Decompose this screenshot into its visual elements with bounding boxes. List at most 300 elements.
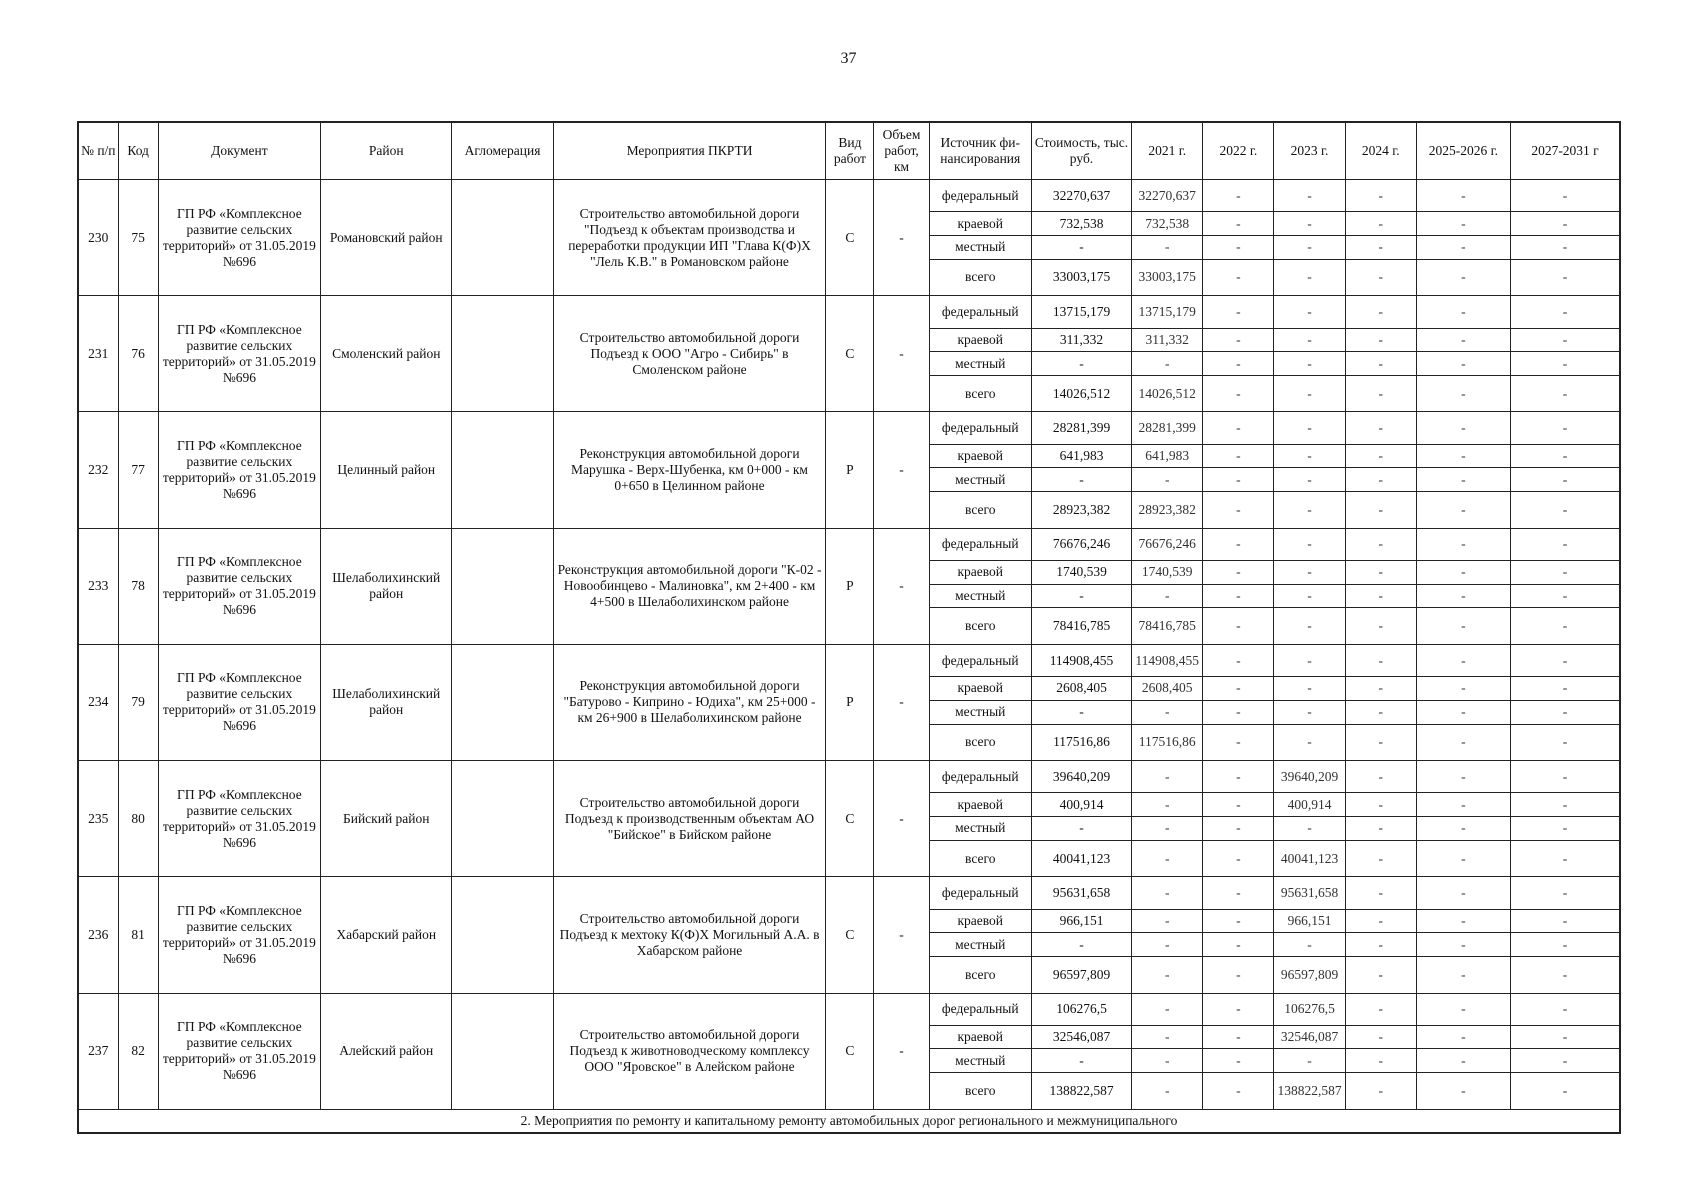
funding-2025-2026: - bbox=[1416, 724, 1510, 761]
funding-2023: - bbox=[1274, 235, 1345, 259]
funding-2023: - bbox=[1274, 817, 1345, 841]
funding-source: федеральный bbox=[929, 528, 1031, 560]
funding-2022: - bbox=[1203, 1073, 1274, 1110]
funding-2027-2031: - bbox=[1511, 817, 1620, 841]
funding-cost: 39640,209 bbox=[1031, 761, 1131, 793]
funding-2023: - bbox=[1274, 528, 1345, 560]
funding-source: федеральный bbox=[929, 993, 1031, 1025]
investment-table bbox=[77, 121, 1621, 1134]
funding-2024: - bbox=[1345, 492, 1416, 529]
funding-2021: 732,538 bbox=[1132, 212, 1203, 236]
col-header-funding-source: Источник фи-нансирования bbox=[929, 122, 1031, 180]
funding-2027-2031: - bbox=[1511, 761, 1620, 793]
funding-2023: - bbox=[1274, 700, 1345, 724]
funding-2022: - bbox=[1203, 412, 1274, 444]
funding-2027-2031: - bbox=[1511, 528, 1620, 560]
row-work-type: С bbox=[826, 296, 874, 412]
funding-2027-2031: - bbox=[1511, 235, 1620, 259]
funding-2025-2026: - bbox=[1416, 375, 1510, 412]
funding-2021: - bbox=[1132, 956, 1203, 993]
row-work-type: Р bbox=[826, 528, 874, 644]
table-row bbox=[78, 644, 1620, 676]
funding-2022: - bbox=[1203, 817, 1274, 841]
funding-2021: 28281,399 bbox=[1132, 412, 1203, 444]
funding-2024: - bbox=[1345, 793, 1416, 817]
funding-2023: 32546,087 bbox=[1274, 1025, 1345, 1049]
funding-2021: - bbox=[1132, 909, 1203, 933]
funding-2027-2031: - bbox=[1511, 909, 1620, 933]
funding-2023: - bbox=[1274, 212, 1345, 236]
funding-2023: 39640,209 bbox=[1274, 761, 1345, 793]
row-document: ГП РФ «Комплексное развитие сельских территорий» от 31.05.2019 №696 bbox=[158, 877, 320, 993]
funding-2025-2026: - bbox=[1416, 700, 1510, 724]
funding-2027-2031: - bbox=[1511, 793, 1620, 817]
funding-source: краевой bbox=[929, 909, 1031, 933]
funding-2023: - bbox=[1274, 412, 1345, 444]
col-header-2025-2026: 2025-2026 г. bbox=[1416, 122, 1510, 180]
row-document: ГП РФ «Комплексное развитие сельских территорий» от 31.05.2019 №696 bbox=[158, 412, 320, 528]
col-header-2021: 2021 г. bbox=[1132, 122, 1203, 180]
funding-2021: - bbox=[1132, 877, 1203, 909]
row-district: Целинный район bbox=[321, 412, 452, 528]
row-district: Алейский район bbox=[321, 993, 452, 1109]
row-work-type: С bbox=[826, 180, 874, 296]
funding-2025-2026: - bbox=[1416, 444, 1510, 468]
funding-2027-2031: - bbox=[1511, 444, 1620, 468]
funding-2024: - bbox=[1345, 1049, 1416, 1073]
funding-cost: 40041,123 bbox=[1031, 840, 1131, 877]
funding-2024: - bbox=[1345, 724, 1416, 761]
section-title: 2. Мероприятия по ремонту и капитальному ремонту автомобильных дорог регионального и межмуниципального bbox=[78, 1110, 1620, 1134]
funding-source: краевой bbox=[929, 328, 1031, 352]
funding-source: федеральный bbox=[929, 877, 1031, 909]
funding-2024: - bbox=[1345, 644, 1416, 676]
row-code: 78 bbox=[118, 528, 158, 644]
funding-source: всего bbox=[929, 259, 1031, 296]
funding-2027-2031: - bbox=[1511, 560, 1620, 584]
col-header-2023: 2023 г. bbox=[1274, 122, 1345, 180]
funding-2022: - bbox=[1203, 328, 1274, 352]
row-district: Шелаболихинский район bbox=[321, 644, 452, 760]
funding-2022: - bbox=[1203, 993, 1274, 1025]
funding-cost: 28923,382 bbox=[1031, 492, 1131, 529]
funding-2021: 28923,382 bbox=[1132, 492, 1203, 529]
funding-2022: - bbox=[1203, 840, 1274, 877]
funding-2025-2026: - bbox=[1416, 1025, 1510, 1049]
funding-2021: 76676,246 bbox=[1132, 528, 1203, 560]
funding-source: краевой bbox=[929, 560, 1031, 584]
row-work-type: Р bbox=[826, 644, 874, 760]
funding-2024: - bbox=[1345, 1025, 1416, 1049]
funding-2027-2031: - bbox=[1511, 677, 1620, 701]
funding-2021: 1740,539 bbox=[1132, 560, 1203, 584]
funding-2025-2026: - bbox=[1416, 352, 1510, 376]
col-header-2027-2031: 2027-2031 г bbox=[1511, 122, 1620, 180]
funding-2024: - bbox=[1345, 608, 1416, 645]
row-number: 236 bbox=[78, 877, 118, 993]
col-header-measure: Мероприятия ПКРТИ bbox=[553, 122, 826, 180]
row-number: 235 bbox=[78, 761, 118, 877]
funding-2024: - bbox=[1345, 909, 1416, 933]
row-volume: - bbox=[874, 877, 929, 993]
funding-source: местный bbox=[929, 235, 1031, 259]
funding-2023: - bbox=[1274, 375, 1345, 412]
funding-2027-2031: - bbox=[1511, 993, 1620, 1025]
funding-cost: 32546,087 bbox=[1031, 1025, 1131, 1049]
funding-cost: 106276,5 bbox=[1031, 993, 1131, 1025]
funding-cost: 114908,455 bbox=[1031, 644, 1131, 676]
funding-2021: - bbox=[1132, 1073, 1203, 1110]
funding-2021: 33003,175 bbox=[1132, 259, 1203, 296]
funding-2024: - bbox=[1345, 528, 1416, 560]
funding-2024: - bbox=[1345, 352, 1416, 376]
row-volume: - bbox=[874, 993, 929, 1109]
funding-source: краевой bbox=[929, 444, 1031, 468]
funding-2021: 13715,179 bbox=[1132, 296, 1203, 328]
row-code: 75 bbox=[118, 180, 158, 296]
row-measure: Строительство автомобильной дороги "Подъезд к объектам производства и переработки продукции ИП "Глава К(Ф)Х "Лель К.В." в Романовском районе bbox=[553, 180, 826, 296]
row-agglomeration bbox=[452, 528, 553, 644]
row-volume: - bbox=[874, 412, 929, 528]
funding-cost: 32270,637 bbox=[1031, 180, 1131, 212]
funding-2025-2026: - bbox=[1416, 608, 1510, 645]
funding-cost: 14026,512 bbox=[1031, 375, 1131, 412]
funding-cost: 76676,246 bbox=[1031, 528, 1131, 560]
table-body bbox=[78, 180, 1620, 1110]
funding-2024: - bbox=[1345, 412, 1416, 444]
funding-2025-2026: - bbox=[1416, 840, 1510, 877]
funding-2025-2026: - bbox=[1416, 817, 1510, 841]
funding-2023: 96597,809 bbox=[1274, 956, 1345, 993]
funding-source: федеральный bbox=[929, 761, 1031, 793]
funding-2023: 966,151 bbox=[1274, 909, 1345, 933]
funding-2025-2026: - bbox=[1416, 877, 1510, 909]
row-document: ГП РФ «Комплексное развитие сельских территорий» от 31.05.2019 №696 bbox=[158, 296, 320, 412]
funding-cost: 78416,785 bbox=[1031, 608, 1131, 645]
col-header-2022: 2022 г. bbox=[1203, 122, 1274, 180]
funding-source: всего bbox=[929, 492, 1031, 529]
funding-2024: - bbox=[1345, 993, 1416, 1025]
funding-2024: - bbox=[1345, 468, 1416, 492]
funding-2022: - bbox=[1203, 761, 1274, 793]
row-volume: - bbox=[874, 528, 929, 644]
col-header-document: Документ bbox=[158, 122, 320, 180]
funding-source: федеральный bbox=[929, 180, 1031, 212]
funding-2021: 641,983 bbox=[1132, 444, 1203, 468]
funding-2027-2031: - bbox=[1511, 584, 1620, 608]
funding-2021: 117516,86 bbox=[1132, 724, 1203, 761]
funding-2022: - bbox=[1203, 492, 1274, 529]
row-number: 233 bbox=[78, 528, 118, 644]
funding-2024: - bbox=[1345, 1073, 1416, 1110]
funding-2025-2026: - bbox=[1416, 180, 1510, 212]
funding-2021: - bbox=[1132, 468, 1203, 492]
funding-2022: - bbox=[1203, 468, 1274, 492]
funding-2024: - bbox=[1345, 180, 1416, 212]
funding-2025-2026: - bbox=[1416, 412, 1510, 444]
funding-cost: 28281,399 bbox=[1031, 412, 1131, 444]
funding-2027-2031: - bbox=[1511, 492, 1620, 529]
funding-2023: - bbox=[1274, 933, 1345, 957]
funding-source: всего bbox=[929, 1073, 1031, 1110]
row-district: Романовский район bbox=[321, 180, 452, 296]
table-row bbox=[78, 180, 1620, 212]
funding-2022: - bbox=[1203, 608, 1274, 645]
funding-2027-2031: - bbox=[1511, 644, 1620, 676]
funding-2027-2031: - bbox=[1511, 296, 1620, 328]
funding-cost: - bbox=[1031, 468, 1131, 492]
funding-2022: - bbox=[1203, 700, 1274, 724]
funding-2021: - bbox=[1132, 700, 1203, 724]
funding-2025-2026: - bbox=[1416, 235, 1510, 259]
funding-source: местный bbox=[929, 468, 1031, 492]
funding-2027-2031: - bbox=[1511, 180, 1620, 212]
funding-source: федеральный bbox=[929, 296, 1031, 328]
funding-2022: - bbox=[1203, 677, 1274, 701]
funding-2022: - bbox=[1203, 259, 1274, 296]
funding-2021: - bbox=[1132, 235, 1203, 259]
row-measure: Реконструкция автомобильной дороги "К-02 - Новообинцево - Малиновка", км 2+400 - км 4+500 в Шелаболихинском районе bbox=[553, 528, 826, 644]
funding-2023: - bbox=[1274, 724, 1345, 761]
funding-2027-2031: - bbox=[1511, 840, 1620, 877]
funding-2027-2031: - bbox=[1511, 956, 1620, 993]
row-code: 81 bbox=[118, 877, 158, 993]
funding-2027-2031: - bbox=[1511, 259, 1620, 296]
funding-source: местный bbox=[929, 584, 1031, 608]
funding-2024: - bbox=[1345, 817, 1416, 841]
funding-cost: 2608,405 bbox=[1031, 677, 1131, 701]
funding-2022: - bbox=[1203, 644, 1274, 676]
row-document: ГП РФ «Комплексное развитие сельских территорий» от 31.05.2019 №696 bbox=[158, 528, 320, 644]
row-agglomeration bbox=[452, 644, 553, 760]
table-header-row bbox=[78, 122, 1620, 180]
funding-2024: - bbox=[1345, 677, 1416, 701]
funding-source: местный bbox=[929, 352, 1031, 376]
funding-2021: 78416,785 bbox=[1132, 608, 1203, 645]
funding-2023: 40041,123 bbox=[1274, 840, 1345, 877]
funding-cost: 1740,539 bbox=[1031, 560, 1131, 584]
funding-2024: - bbox=[1345, 761, 1416, 793]
row-number: 237 bbox=[78, 993, 118, 1109]
funding-2022: - bbox=[1203, 956, 1274, 993]
row-volume: - bbox=[874, 761, 929, 877]
funding-2025-2026: - bbox=[1416, 677, 1510, 701]
row-agglomeration bbox=[452, 180, 553, 296]
funding-2021: 14026,512 bbox=[1132, 375, 1203, 412]
funding-2022: - bbox=[1203, 528, 1274, 560]
funding-source: федеральный bbox=[929, 412, 1031, 444]
funding-cost: 96597,809 bbox=[1031, 956, 1131, 993]
row-district: Хабарский район bbox=[321, 877, 452, 993]
funding-cost: 117516,86 bbox=[1031, 724, 1131, 761]
row-number: 231 bbox=[78, 296, 118, 412]
funding-2021: - bbox=[1132, 993, 1203, 1025]
col-header-volume: Объем работ, км bbox=[874, 122, 929, 180]
funding-2027-2031: - bbox=[1511, 468, 1620, 492]
funding-cost: 311,332 bbox=[1031, 328, 1131, 352]
funding-2024: - bbox=[1345, 560, 1416, 584]
funding-2027-2031: - bbox=[1511, 352, 1620, 376]
funding-2024: - bbox=[1345, 933, 1416, 957]
funding-2027-2031: - bbox=[1511, 933, 1620, 957]
row-document: ГП РФ «Комплексное развитие сельских территорий» от 31.05.2019 №696 bbox=[158, 761, 320, 877]
funding-2025-2026: - bbox=[1416, 644, 1510, 676]
funding-2027-2031: - bbox=[1511, 724, 1620, 761]
funding-cost: 966,151 bbox=[1031, 909, 1131, 933]
funding-source: всего bbox=[929, 375, 1031, 412]
funding-2025-2026: - bbox=[1416, 528, 1510, 560]
funding-2023: 95631,658 bbox=[1274, 877, 1345, 909]
funding-2023: - bbox=[1274, 444, 1345, 468]
funding-cost: - bbox=[1031, 235, 1131, 259]
row-volume: - bbox=[874, 180, 929, 296]
funding-2021: - bbox=[1132, 840, 1203, 877]
funding-2021: - bbox=[1132, 761, 1203, 793]
funding-2023: - bbox=[1274, 1049, 1345, 1073]
funding-2027-2031: - bbox=[1511, 1025, 1620, 1049]
funding-2021: - bbox=[1132, 793, 1203, 817]
funding-cost: 641,983 bbox=[1031, 444, 1131, 468]
col-header-work-type: Вид работ bbox=[826, 122, 874, 180]
row-measure: Строительство автомобильной дороги Подъезд к ООО "Агро - Сибирь" в Смоленском районе bbox=[553, 296, 826, 412]
funding-2025-2026: - bbox=[1416, 793, 1510, 817]
funding-source: местный bbox=[929, 933, 1031, 957]
funding-2023: - bbox=[1274, 352, 1345, 376]
row-agglomeration bbox=[452, 993, 553, 1109]
funding-2023: - bbox=[1274, 259, 1345, 296]
funding-2021: 114908,455 bbox=[1132, 644, 1203, 676]
funding-2024: - bbox=[1345, 840, 1416, 877]
funding-2021: - bbox=[1132, 1049, 1203, 1073]
funding-2022: - bbox=[1203, 933, 1274, 957]
row-work-type: С bbox=[826, 877, 874, 993]
col-header-cost: Стоимость, тыс. руб. bbox=[1031, 122, 1131, 180]
row-measure: Реконструкция автомобильной дороги Марушка - Верх-Шубенка, км 0+000 - км 0+650 в Целинном районе bbox=[553, 412, 826, 528]
funding-2023: - bbox=[1274, 468, 1345, 492]
funding-cost: 400,914 bbox=[1031, 793, 1131, 817]
col-header-num: № п/п bbox=[78, 122, 118, 180]
funding-2023: - bbox=[1274, 584, 1345, 608]
funding-2021: - bbox=[1132, 817, 1203, 841]
funding-2023: 106276,5 bbox=[1274, 993, 1345, 1025]
funding-2023: - bbox=[1274, 296, 1345, 328]
funding-cost: - bbox=[1031, 352, 1131, 376]
funding-2022: - bbox=[1203, 877, 1274, 909]
row-agglomeration bbox=[452, 761, 553, 877]
funding-2025-2026: - bbox=[1416, 212, 1510, 236]
funding-2024: - bbox=[1345, 259, 1416, 296]
col-header-2024: 2024 г. bbox=[1345, 122, 1416, 180]
funding-source: всего bbox=[929, 608, 1031, 645]
funding-2025-2026: - bbox=[1416, 468, 1510, 492]
row-work-type: Р bbox=[826, 412, 874, 528]
funding-source: всего bbox=[929, 840, 1031, 877]
funding-source: всего bbox=[929, 956, 1031, 993]
funding-2023: - bbox=[1274, 677, 1345, 701]
funding-cost: - bbox=[1031, 933, 1131, 957]
table-row bbox=[78, 877, 1620, 909]
row-code: 80 bbox=[118, 761, 158, 877]
section-footer-row bbox=[78, 1110, 1620, 1134]
funding-2023: - bbox=[1274, 180, 1345, 212]
funding-2022: - bbox=[1203, 235, 1274, 259]
funding-cost: - bbox=[1031, 817, 1131, 841]
funding-2025-2026: - bbox=[1416, 560, 1510, 584]
funding-2023: - bbox=[1274, 608, 1345, 645]
funding-2025-2026: - bbox=[1416, 956, 1510, 993]
funding-2025-2026: - bbox=[1416, 492, 1510, 529]
table-row bbox=[78, 761, 1620, 793]
row-agglomeration bbox=[452, 877, 553, 993]
funding-2025-2026: - bbox=[1416, 761, 1510, 793]
funding-2025-2026: - bbox=[1416, 584, 1510, 608]
row-code: 77 bbox=[118, 412, 158, 528]
funding-2024: - bbox=[1345, 877, 1416, 909]
table-row bbox=[78, 993, 1620, 1025]
page-number: 37 bbox=[840, 50, 857, 67]
funding-cost: - bbox=[1031, 700, 1131, 724]
row-district: Смоленский район bbox=[321, 296, 452, 412]
funding-2021: - bbox=[1132, 352, 1203, 376]
funding-2022: - bbox=[1203, 352, 1274, 376]
funding-cost: 33003,175 bbox=[1031, 259, 1131, 296]
funding-2023: - bbox=[1274, 644, 1345, 676]
funding-source: местный bbox=[929, 1049, 1031, 1073]
funding-2021: 2608,405 bbox=[1132, 677, 1203, 701]
funding-2024: - bbox=[1345, 296, 1416, 328]
funding-2027-2031: - bbox=[1511, 1073, 1620, 1110]
table-row bbox=[78, 296, 1620, 328]
funding-2024: - bbox=[1345, 700, 1416, 724]
funding-2024: - bbox=[1345, 235, 1416, 259]
row-code: 76 bbox=[118, 296, 158, 412]
funding-source: всего bbox=[929, 724, 1031, 761]
funding-2027-2031: - bbox=[1511, 1049, 1620, 1073]
funding-2022: - bbox=[1203, 1025, 1274, 1049]
funding-2024: - bbox=[1345, 444, 1416, 468]
funding-2022: - bbox=[1203, 560, 1274, 584]
funding-2023: 400,914 bbox=[1274, 793, 1345, 817]
funding-2022: - bbox=[1203, 793, 1274, 817]
funding-2021: - bbox=[1132, 584, 1203, 608]
funding-2022: - bbox=[1203, 375, 1274, 412]
col-header-agglomeration: Агломерация bbox=[452, 122, 553, 180]
funding-2025-2026: - bbox=[1416, 259, 1510, 296]
row-volume: - bbox=[874, 644, 929, 760]
row-measure: Строительство автомобильной дороги Подъезд к мехтоку К(Ф)Х Могильный А.А. в Хабарском районе bbox=[553, 877, 826, 993]
funding-2022: - bbox=[1203, 444, 1274, 468]
funding-source: местный bbox=[929, 700, 1031, 724]
funding-2027-2031: - bbox=[1511, 608, 1620, 645]
funding-2027-2031: - bbox=[1511, 877, 1620, 909]
funding-cost: - bbox=[1031, 584, 1131, 608]
row-work-type: С bbox=[826, 993, 874, 1109]
funding-2025-2026: - bbox=[1416, 1049, 1510, 1073]
funding-cost: 13715,179 bbox=[1031, 296, 1131, 328]
row-district: Шелаболихинский район bbox=[321, 528, 452, 644]
funding-2022: - bbox=[1203, 212, 1274, 236]
funding-source: краевой bbox=[929, 1025, 1031, 1049]
funding-2023: - bbox=[1274, 492, 1345, 529]
funding-2023: - bbox=[1274, 328, 1345, 352]
funding-2022: - bbox=[1203, 180, 1274, 212]
funding-2021: - bbox=[1132, 1025, 1203, 1049]
funding-2021: - bbox=[1132, 933, 1203, 957]
row-number: 234 bbox=[78, 644, 118, 760]
funding-2025-2026: - bbox=[1416, 993, 1510, 1025]
funding-source: краевой bbox=[929, 677, 1031, 701]
row-agglomeration bbox=[452, 412, 553, 528]
